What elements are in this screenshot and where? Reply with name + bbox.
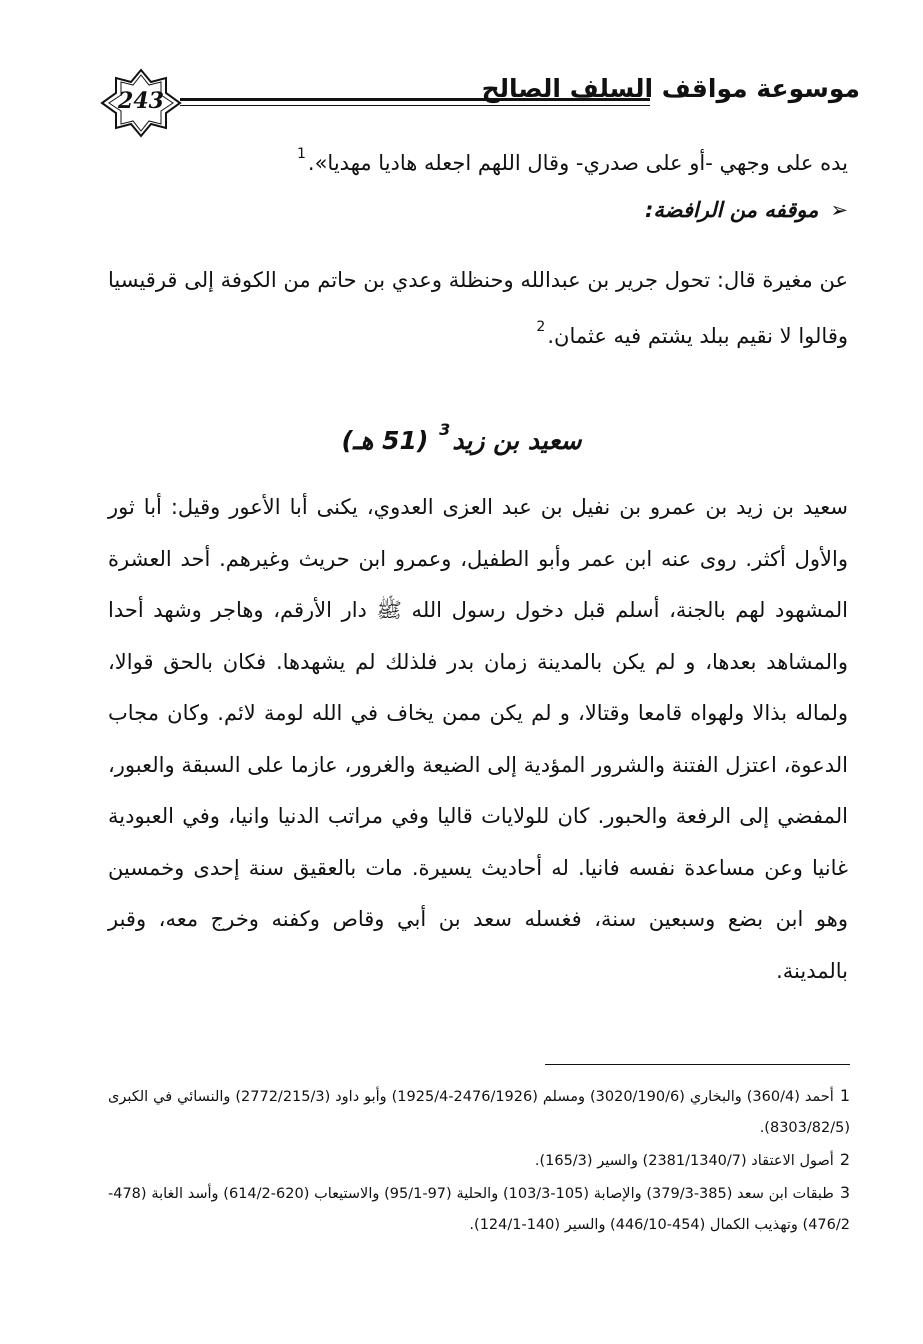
footnote-number: 1 <box>839 1086 850 1105</box>
footnote <box>108 1080 850 1144</box>
section-heading <box>645 198 848 222</box>
running-title: موسوعة مواقف السلف الصالح <box>481 74 860 103</box>
biography-date: (51 هـ) <box>341 426 429 455</box>
footnote-text: أصول الاعتقاد (2381/1340/7) والسير (165/3). <box>534 1153 834 1169</box>
section-heading-text: موقفه من الرافضة: <box>644 198 819 222</box>
footnote-number: 3 <box>839 1183 851 1202</box>
page-number: 243 <box>118 88 164 114</box>
footnote-ref: 2 <box>536 319 546 335</box>
footnote-ref: 3 <box>439 420 451 439</box>
footnotes <box>108 1080 850 1241</box>
footnote-text: طبقات ابن سعد (385-379/3) والإصابة (105-103/3) والحلية (97-95/1) والاستيعاب (620-614/2) وأسد الغابة (478-476/2) وتهذيب الكمال (454-446/10) والسير (140-124/1). <box>108 1186 850 1233</box>
continued-paragraph <box>108 140 848 190</box>
rafida-paragraph <box>108 252 848 367</box>
footnote-ref: 1 <box>296 146 306 162</box>
biography-name: سعيد بن زيد <box>452 426 582 455</box>
footnote-number: 2 <box>839 1150 850 1169</box>
footnote <box>108 1177 850 1241</box>
paragraph-text: سعيد بن زيد بن عمرو بن نفيل بن عبد العزى العدوي، يكنى أبا الأعور وقيل: أبا ثور والأول أكثر. روى عنه ابن عمر وأبو الطفيل، وعمرو ابن حريث وغيرهم. أحد العشرة المشهود لهم بالجنة، أسلم قبل دخول رسول الله ﷺ دار الأرقم، وهاجر وشهد أحدا والمشاهد بعدها، و لم يكن بالمدينة زمان بدر فلذلك لم يشهدها. فكان بالحق قوالا، ولماله بذالا ولهواه قامعا وقتالا، و لم يكن ممن يخاف في الله لومة لائم. وكان مجاب الدعوة، اعتزل الفتنة والشرور المؤدية إلى الضيعة والغرور، عازما على السبقة والعبور، المفضي إلى الرفعة والحبور. كان للولايات قاليا وفي مراتب الدنيا وانيا، وفي العبودية غانيا وعن مساعدة نفسه فانيا. له أحاديث يسيرة. مات بالعقيق سنة إحدى وخمسين وهو ابن بضع وسبعين سنة، فغسله سعد بن أبي وقاص وكفنه وخرج معه، وقبر بالمدينة. <box>108 495 848 983</box>
biography-title <box>0 420 923 455</box>
biography-paragraph <box>108 482 848 997</box>
footnote-separator <box>545 1064 850 1065</box>
footnote <box>108 1144 850 1177</box>
page-header <box>100 68 860 138</box>
header-rule-thin <box>180 105 650 106</box>
paragraph-text: يده على وجهي -أو على صدري- وقال اللهم اجعله هاديا مهديا». <box>307 151 848 175</box>
paragraph-text: عن مغيرة قال: تحول جرير بن عبدالله وحنظلة وعدي بن حاتم من الكوفة إلى قرقيسيا وقالوا لا نقيم ببلد يشتم فيه عثمان. <box>108 268 848 348</box>
page-number-badge <box>100 68 182 138</box>
footnote-text: أحمد (360/4) والبخاري (3020/190/6) ومسلم (2476/1926-1925/4) وأبو داود (2772/215/3) والنسائي في الكبرى (8303/82/5). <box>108 1089 850 1136</box>
arrow-bullet-icon: ➢ <box>830 198 848 222</box>
